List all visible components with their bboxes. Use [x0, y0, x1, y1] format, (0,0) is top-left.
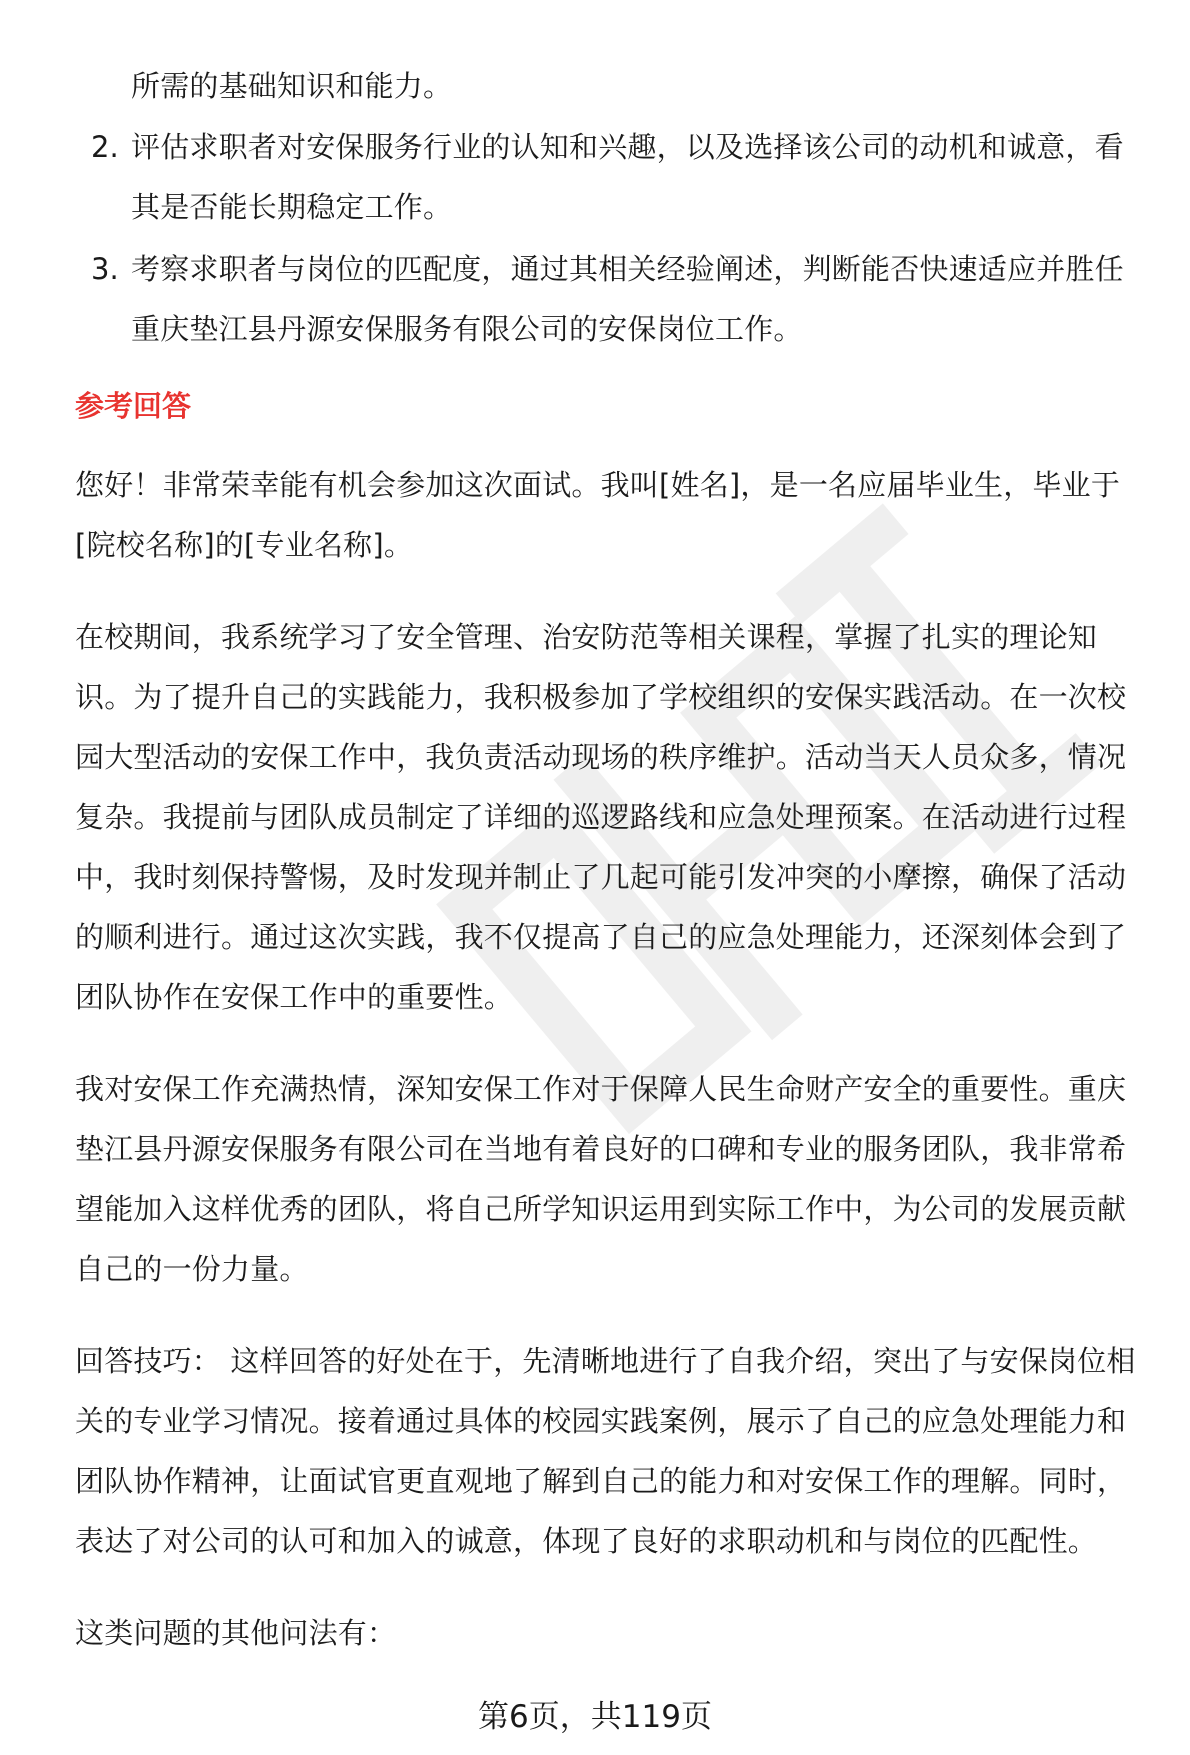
paragraph-3-line-3: 望能加入这样优秀的团队，将自己所学知识运用到实际工作中，为公司的发展贡献 [75, 1192, 1127, 1226]
page-number-footer: 第6页，共119页 [478, 1699, 712, 1735]
paragraph-2-line-5: 中，我时刻保持警惕，及时发现并制止了几起可能引发冲突的小摩擦，确保了活动 [75, 860, 1127, 894]
answer-heading: 参考回答 [75, 389, 192, 423]
paragraph-2-line-7: 团队协作在安保工作中的重要性。 [75, 980, 514, 1014]
paragraph-2-line-4: 复杂。我提前与团队成员制定了详细的巡逻路线和应急处理预案。在活动进行过程 [75, 800, 1127, 834]
paragraph-4-line-2: 关的专业学习情况。接着通过具体的校园实践案例，展示了自己的应急处理能力和 [75, 1404, 1127, 1438]
paragraph-2-line-2: 识。为了提升自己的实践能力，我积极参加了学校组织的安保实践活动。在一次校 [75, 680, 1127, 714]
paragraph-2-line-3: 园大型活动的安保工作中，我负责活动现场的秩序维护。活动当天人员众多，情况 [75, 740, 1127, 774]
paragraph-4-line-1: 回答技巧： 这样回答的好处在于，先清晰地进行了自我介绍，突出了与安保岗位相 [75, 1344, 1136, 1378]
list-item-2-number: 2. [91, 130, 119, 164]
paragraph-3-line-2: 垫江县丹源安保服务有限公司在当地有着良好的口碑和专业的服务团队，我非常希 [75, 1132, 1127, 1166]
list-item-1-continuation: 所需的基础知识和能力。 [131, 69, 453, 103]
list-item-3-line-1: 考察求职者与岗位的匹配度，通过其相关经验阐述，判断能否快速适应并胜任 [131, 252, 1124, 286]
paragraph-3-line-4: 自己的一份力量。 [75, 1252, 309, 1286]
paragraph-1-line-1: 您好！非常荣幸能有机会参加这次面试。我叫[姓名]，是一名应届毕业生，毕业于 [75, 468, 1121, 502]
paragraph-4-line-3: 团队协作精神，让面试官更直观地了解到自己的能力和对安保工作的理解。同时， [75, 1464, 1127, 1498]
paragraph-2-line-6: 的顺利进行。通过这次实践，我不仅提高了自己的应急处理能力，还深刻体会到了 [75, 920, 1127, 954]
paragraph-2-line-1: 在校期间，我系统学习了安全管理、治安防范等相关课程，掌握了扎实的理论知 [75, 620, 1098, 654]
paragraph-3-line-1: 我对安保工作充满热情，深知安保工作对于保障人民生命财产安全的重要性。重庆 [75, 1072, 1127, 1106]
list-item-3-number: 3. [91, 252, 119, 286]
list-item-3-line-2: 重庆垫江县丹源安保服务有限公司的安保岗位工作。 [131, 312, 803, 346]
paragraph-5-line-1: 这类问题的其他问法有： [75, 1616, 397, 1650]
paragraph-1-line-2: [院校名称]的[专业名称]。 [75, 528, 414, 562]
list-item-2-line-1: 评估求职者对安保服务行业的认知和兴趣，以及选择该公司的动机和诚意，看 [131, 130, 1124, 164]
list-item-2-line-2: 其是否能长期稳定工作。 [131, 190, 453, 224]
paragraph-4-line-4: 表达了对公司的认可和加入的诚意，体现了良好的求职动机和与岗位的匹配性。 [75, 1524, 1098, 1558]
